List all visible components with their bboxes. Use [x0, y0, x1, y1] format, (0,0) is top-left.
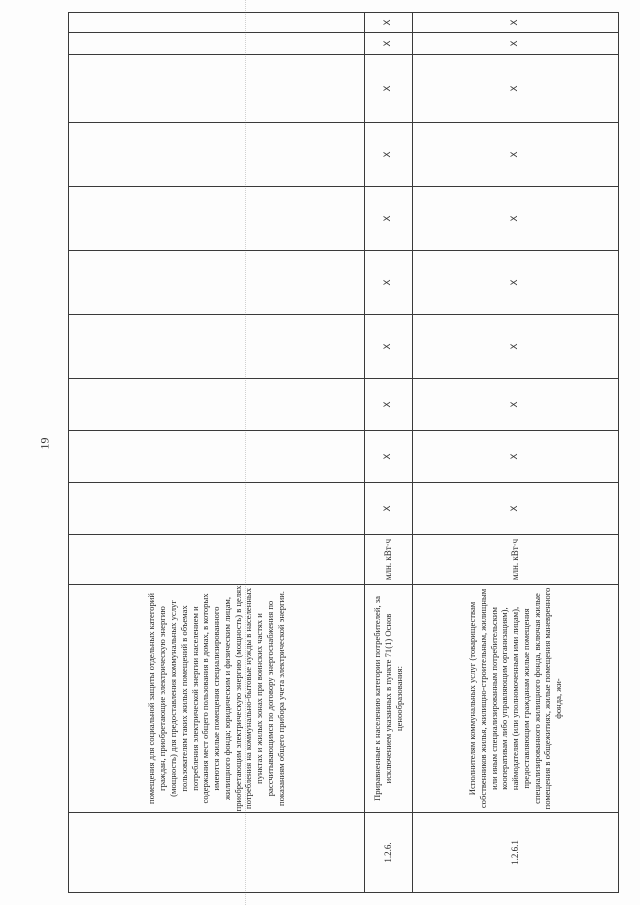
value-cell: X — [365, 483, 413, 535]
value-cell: X — [413, 33, 619, 55]
value-cell — [69, 55, 365, 123]
page-number: 19 — [37, 437, 52, 450]
table-row — [365, 13, 413, 893]
value-cell: X — [413, 315, 619, 379]
value-cell: X — [365, 55, 413, 123]
value-cell: X — [413, 187, 619, 251]
row-description: помещения для социальной защиты отдельных категорий граждан, приобретающие электрическую энергию (мощность) для предоставления коммунальных услуг пользователям таких жилых помещений в объемах потребления электрической энергии населением и содержания мест общего пользования в домах, в которых имеются жилые помещения специализированного жилищного фонда; юридическим и физическим лицам, приобретающим электрическую энергию (мощность) в целях потребления на коммунально-бытовые нужды в населенных пунктах и жилых зонах при воинских частях и рассчитывающимся по договору энергоснабжения по показаниям общего прибора учета электрической энергии. — [69, 585, 365, 813]
value-cell: X — [413, 483, 619, 535]
value-cell: X — [365, 431, 413, 483]
value-cell: X — [365, 379, 413, 431]
table-row — [69, 13, 365, 893]
value-cell — [69, 33, 365, 55]
value-cell — [69, 13, 365, 33]
row-unit: млн. кВт·ч — [365, 535, 413, 585]
row-number: 1.2.6.1 — [413, 813, 619, 893]
value-cell: X — [365, 13, 413, 33]
value-cell — [69, 187, 365, 251]
row-unit — [69, 535, 365, 585]
value-cell: X — [413, 379, 619, 431]
value-cell: X — [413, 55, 619, 123]
value-cell — [69, 379, 365, 431]
rotated-table-container — [68, 13, 618, 893]
value-cell: X — [365, 33, 413, 55]
tariff-table — [68, 12, 619, 893]
value-cell: X — [365, 315, 413, 379]
value-cell — [69, 483, 365, 535]
row-description: Приравненные к населению категории потребителей, за исключением указанных в пункте 71(1) Основ ценообразования: — [365, 585, 413, 813]
row-number: 1.2.6. — [365, 813, 413, 893]
row-description: Исполнителям коммунальных услуг (товариществам собственников жилья, жилищно-строительным, жилищным или иным специализированным потребительским кооперативам либо управляющим организациям), наймодателям (или уполномоченным ими лицам), предоставляющим гражданам жилые помещения специализированного жилищного фонда, включая жилые помещения в общежитиях, жилые помещения маневренного фонда, жи- — [413, 585, 619, 813]
value-cell: X — [365, 187, 413, 251]
value-cell — [69, 251, 365, 315]
value-cell: X — [413, 431, 619, 483]
value-cell — [69, 431, 365, 483]
value-cell: X — [365, 251, 413, 315]
value-cell: X — [413, 13, 619, 33]
value-cell — [69, 123, 365, 187]
table-row — [413, 13, 619, 893]
row-number — [69, 813, 365, 893]
value-cell — [69, 315, 365, 379]
row-unit: млн. кВт·ч — [413, 535, 619, 585]
value-cell: X — [413, 123, 619, 187]
value-cell: X — [365, 123, 413, 187]
value-cell: X — [413, 251, 619, 315]
